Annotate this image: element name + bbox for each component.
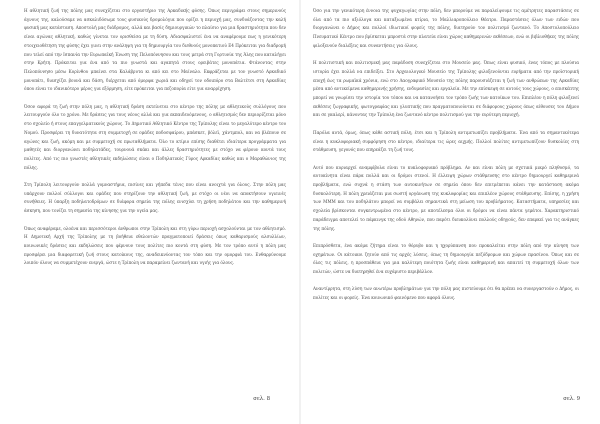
left-paragraph-4: Όπως αναφέραμε, ολοένα και περισσότεροι άνθρωποι στην Τρίπολη και στη γύρω περιοχή ασχολούνται με τον αθλητισμό. Η Δημοτική Αρχή της Τρίπολης με τη βοήθεια εθελοντών πραγματοποιεί δράσεις όπως καθαρισμούς αλσυλλίων, κοινωνικές δράσεις και εκδηλώσεις που φέρνουν τους πολίτες πιο κοντά στη φύση. Με τον τρόπο αυτό η πόλη μας προσφέρει μια διαφορετική ζωή στους κατοίκους της, αναδεικνύοντας τον τόπο και την ομορφιά του. Ενθαρρύνουμε λοιπόν όλους να συμμετέχουν ενεργά, ώστε η Τρίπολη να παραμείνει ζωντανή και υγιής για όλους. (24, 225, 286, 266)
right-page-body (313, 7, 579, 394)
left-paragraph-2: Όσον αφορά τη ζωή στην πόλη μας, η αθλητική δράση εκτείνεται στο κέντρο της πόλης με αθλητικούς συλλόγους που λειτουργούν όλο το χρόνο. Με δράσεις για τους νέους αλλά και για εκπαιδευόμενους, ο αθλητισμός δεν περιορίζεται μόνο στο σχολείο ή στους επαγγελματικούς χώρους. Το Δημοτικό Αθλητικό Κέντρο της Τρίπολης είναι το μεγαλύτερο κέντρο του Νομού. Προσφέρει τη δυνατότητα στη συμμετοχή σε ομάδες ποδοσφαίρου, μπάσκετ, βόλεϊ, χάντμπολ, και να βλέπουν σε αγώνες και ζωή, ακόμη και με συμμετοχή σε πρωταθλήματα. Όλο το κτίριο επίσης διαθέτει ιδιαίτερα προγράμματα για μαθητές και διοργανώνει ποδηλατάδες, τουρνουά σκάκι και άλλες δραστηριότητες με στόχο να φέρουν κοντά τους πολίτες. Από τις πιο γνωστές αθλητικές εκδηλώσεις είναι ο Ποδηλατικός Γύρος Αρκαδίας καθώς και ο Μαραθώνιος της πόλης. (24, 103, 286, 170)
right-paragraph-5: Επιπρόσθετα, ένα ακόμα ζήτημα είναι το θόρυβο και η ηχορύπανση που προκαλείται στην πόλη από την κίνηση των οχημάτων. Οι κάτοικοι ζητούν από τις αρχές λύσεις, όπως τη δημιουργία πεζόδρομων και χώρων πρασίνου. Όπως και σε όλες τις πόλεις, η προσπάθεια για μια καλύτερη ποιότητα ζωής είναι καθημερινή και απαιτεί τη συμμετοχή όλων των πολιτών, ώστε να διατηρηθεί ένα ευχάριστο περιβάλλον. (313, 242, 579, 275)
left-page-body (24, 7, 286, 394)
right-paragraph-4: Αυτό που κυριαρχεί αναμφίβολα είναι το κυκλοφοριακό πρόβλημα. Αν και είναι πόλη με σχετικά μικρό πληθυσμό, τα αυτοκίνητα είναι πάρα πολλά και οι δρόμοι στενοί. Η έλλειψη χώρων στάθμευσης στο κέντρο δημιουργεί καθημερινά προβλήματα, ενώ συχνά η στάση των αυτοκινήτων σε σημεία όπου δεν επιτρέπεται κάνει την κατάσταση ακόμα δυσκολότερη. Η πόλη χρειάζεται μια σωστή οργάνωση της κυκλοφορίας και επιπλέον χώρους στάθμευσης. Επίσης, η χρήση των ΜΜΜ και του ποδηλάτου μπορεί να συμβάλει σημαντικά στη μείωση του προβλήματος. Καταστήματα, υπηρεσίες και σχολεία βρίσκονται συγκεντρωμένα στο κέντρο, με αποτέλεσμα όλοι οι δρόμοι να είναι πάντα γεμάτοι. Χαρακτηριστικό παράδειγμα αποτελεί το πάρκινγκ της οδού Αθηνών, που παρότι διευκολύνει πολλούς οδηγούς, δεν επαρκεί για τις ανάγκες της πόλης. (313, 164, 579, 231)
right-page (301, 0, 600, 424)
left-paragraph-1: Η αθλητική ζωή της πόλης μας συνεχίζεται στο εργαστήριο της Αρκαδικής φύσης. Όπως περιγράφει στους σημερινούς άγνους της, καλούσαμε να ασκαλιδόσωμε τους φυσικούς δρομολόγια που ορίζει η περιοχή μας, συνδυάζοντας την καλή φυσική μας κατάσταση. Αποστολή μας διάδρομος, αλλά και βασίς δημιουργικών το πλαίσιο για μια δραστηριότητα που δεν είναι αγώνας αθλητική, καθώς γίνεται τον ορισθείσα με τη δύση. Αδιασφαλιστεί ένα να αναφέρουμε πως η γενικότερη στοιχειοθέτηση της φύσης έχει γινει στην ανάληψη για τη δημιουργία του διεθνούς μονοπατιού Ε4 Πρόκειται για διαδρομή που τελεί από την Ισπανία την Ευρωπαϊκή Ένωση της Πελοπόννησου και τους μετρά στη Γορτυνία της Άλης που καταλήγει στην Κρήτη. Πρόκειται για ένα από τα πιο γνωστά και αγαπητά στους ορειβάτες μονοπάτια. Φτάνοντας στην Πελοπόννησο μέσω Κορίνθου μπαίνει στα Καλάβρυτα κι από κει στο Μαίναλο. Εκφράζεται με τον γνωστό Αρκαδικό μονοπάτι, διασχίζει βουνά και δάση, διέρχεται από όμορφα χωριά και οδηγεί τον οδοιπόρο στα Βαλτέτσι στη Αρκαδίας όπου είναι το ιδανικότερο μέρος για εξόρμηση, είτε πρόκειται για πεζοπορία είτε για αναρρίχηση. (24, 8, 286, 92)
left-page (0, 0, 299, 424)
right-paragraph-3: Παρόλα αυτά, όμως, όπως κάθε αστική πόλη, έτσι και η Τρίπολη αντιμετωπίζει προβλήματα. Ένα από τα σημαντικότερα είναι η κυκλοφοριακή συμφόρηση στο κέντρο, ιδιαίτερα τις ώρες αιχμής. Πολλοί πολίτες αντιμετωπίζουν δυσκολίες στη στάθμευση, γεγονός που επηρεάζει τη ζωή τους. (313, 129, 579, 153)
right-page-number: σελ. 9 (563, 396, 580, 402)
left-paragraph-3: Στη Τρίπολη λειτουργούν πολλά γυμναστήρια, πισίνες και γήπεδα τένις που είναι ανοιχτά για όλους. Στην πόλη μας υπάρχουν πολλοί σύλλογοι και ομάδες που στηρίζουν την αθλητική ζωή, με στόχο οι νέοι να αποκτήσουν υγιεινές συνήθειες. Η ύπαρξη ποδηλατοδρόμων σε διάφορα σημεία της πόλης ενισχύει τη χρήση ποδηλάτου και την καθημερινή άσκηση, που τονίζει τη σημασία της κίνησης για την υγεία μας. (24, 182, 286, 214)
right-paragraph-2: Η πολιτιστική και πολιτισμική μας παράδοση συνεχίζεται στο Μουσείο μας. Όπως είναι φυσικό, ένας τόπος με πλούσια ιστορία έχει πολλά να επιδείξει. Στο Αρχαιολογικό Μουσείο της Τρίπολης φιλοξενούνται ευρήματα από την προϊστορική εποχή έως τα ρωμαϊκά χρόνια, ενώ στο Λαογραφικό Μουσείο της πόλης παρουσιάζεται η ζωή των ανθρώπων της Αρκαδίας μέσα από αντικείμενα καθημερινής χρήσης, ενδυμασίες και εργαλεία. Με την επίσκεψη σε αυτούς τους χώρους, ο επισκέπτης μπορεί να γνωρίσει την ιστορία του τόπου και να κατανοήσει τον τρόπο ζωής των κατοίκων του. Επιπλέον η πόλη φιλοξενεί εκθέσεις ζωγραφικής, φωτογραφίας και γλυπτικής που πραγματοποιούνται σε διάφορους χώρους όπως αίθουσες του Δήμου και σε γκαλερί, κάνοντας την Τρίπολη ένα ζωντανό κέντρο πολιτισμού για την ευρύτερη περιοχή. (313, 60, 579, 118)
right-paragraph-1: Όσο για την γενικότερη έννοια της ψυχαγωγίας στην πόλη, δεν μπορούμε να παραλείψουμε τις αμέτρητες παραστάσεις σε όλα από τα πιο αξιόλογα και καταξιωμένα κτίρια, το Μαλλιαροπούλειο Θέατρο. Παραστάσεις όλων των ειδών που διοργανώνει ο Δήμος και πολλοί ιδιωτικοί φορείς της πόλης, διατηρούν τον πολιτισμό ζωντανό. Το Αποστολοπούλειο Πνευματικό Κέντρο που βρίσκεται μπροστά στην πλατεία είναι χώρος καθημερινών εκθέσεων, ενώ οι βιβλιοθήκες της πόλης φιλοξενούν διαλέξεις και συναντήσεις για όλους. (313, 8, 579, 48)
right-paragraph-6: Αναντίρρητα, στη λύση των ανωτέρω προβλημάτων για την πόλη μας πιστεύουμε ότι θα πρέπει να συνεργαστούν ο Δήμος, οι πολίτες και οι φορείς. Ένα κοινωνικό φαινόμενο που αφορά όλους. (313, 286, 579, 301)
left-page-number: σελ. 8 (253, 396, 270, 402)
